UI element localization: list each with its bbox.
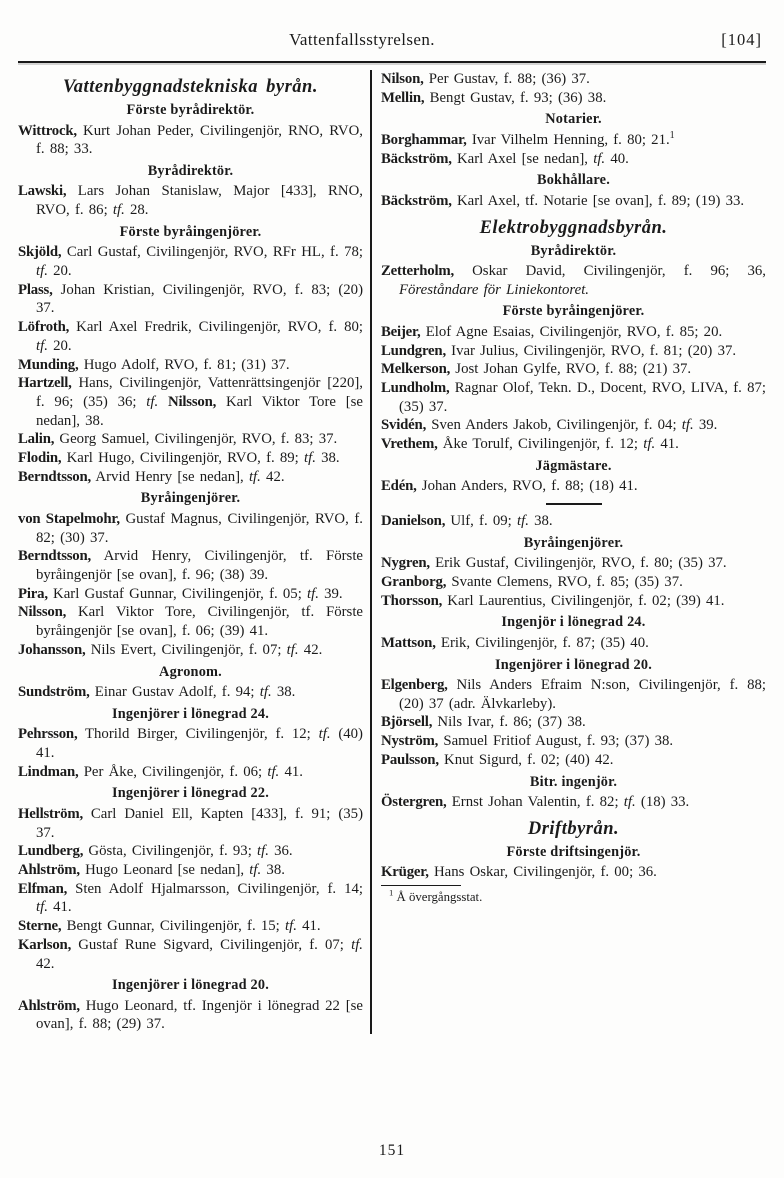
entry-text: Georg Samuel, Civilingenjör, RVO, f. 83; 37. (54, 431, 338, 448)
entry-text: 42. (260, 468, 285, 485)
role-heading: Jägmästare. (535, 457, 612, 474)
surname: Lundgren, (381, 342, 446, 359)
surname: Thorsson, (381, 592, 443, 609)
surname: Krüger, (381, 864, 429, 881)
surname: Granborg, (381, 573, 447, 590)
directory-entry (381, 89, 766, 108)
footnote-rule (381, 885, 461, 886)
surname: Bäckström, (381, 192, 452, 209)
surname: Mellin, (381, 89, 425, 106)
entry-text: tf. (284, 918, 297, 935)
directory-entry (18, 356, 363, 375)
directory-entry (381, 554, 766, 573)
entry-text: Sten Adolf Hjalmarsson, Civilingenjör, f. 14; (67, 880, 363, 897)
entry-text: tf. (593, 150, 606, 167)
directory-entry (18, 842, 363, 861)
entry-text: Erik Gustaf, Civilingenjör, RVO, f. 80; (35) 37. (429, 555, 727, 572)
entry-text: Karl Axel [se nedan], (451, 150, 594, 167)
role-heading: Ingenjörer i lönegrad 22. (112, 785, 269, 802)
directory-entry (381, 732, 766, 751)
surname: Nilsson, (18, 604, 67, 621)
entry-text: Nils Anders Efraim N:son, Civilingenjör, f. 88; (20) 37 (adr. Älvkarleby). (399, 677, 766, 712)
entry-text: tf. (286, 641, 299, 658)
role-heading: Bokhållare. (536, 172, 611, 189)
directory-entry (18, 763, 363, 782)
directory-entry (381, 512, 766, 531)
surname: Skjöld, (18, 244, 62, 261)
directory-entry (381, 793, 766, 812)
entry-text: Carl Daniel Ell, Kapten [433], f. 91; (35) 37. (36, 805, 363, 841)
entry-text: tf. (267, 763, 280, 780)
footnote (381, 889, 766, 905)
directory-entry (18, 318, 363, 355)
directory-entry (18, 603, 363, 640)
entry-text: 20. (47, 337, 72, 354)
directory-entry (381, 342, 766, 361)
surname: Mattson, (381, 634, 436, 651)
two-column-body (18, 70, 766, 1034)
entry-text: tf. (36, 263, 48, 280)
directory-entry (18, 430, 363, 449)
surname: Hartzell, (18, 375, 72, 392)
entry-text: Elof Agne Esaias, Civilingenjör, RVO, f. 85; 20. (420, 323, 723, 340)
entry-text: 38. (528, 513, 553, 530)
entry-text: 41. (296, 918, 321, 935)
entry-text: Å övergångsstat. (393, 889, 483, 904)
entry-text: Karl Viktor Tore, Civilingenjör, tf. Förste byråingenjör [se ovan], f. 06; (39) 41. (36, 604, 363, 640)
entry-text: Ulf, f. 09; (445, 513, 517, 530)
entry-text: 40. (605, 150, 629, 167)
surname: Beijer, (381, 323, 421, 340)
entry-text: Hans, Civilingenjör, Vattenrättsingenjör [220], f. 96; (35) 36; (36, 375, 363, 410)
directory-entry (381, 435, 766, 454)
entry-text: Oskar David, Civilingenjör, f. 96; 36, (454, 263, 766, 280)
entry-text: tf. (318, 726, 331, 743)
entry-text: Ivar Vilhelm Henning, f. 80; 21. (466, 131, 670, 148)
entry-text: Ragnar Olof, Tekn. D., Docent, RVO, LIVA, f. 87; (35) 37. (399, 380, 766, 415)
directory-entry (18, 725, 363, 762)
entry-text: Sven Anders Jakob, Civilingenjör, f. 04; (426, 417, 682, 434)
entry-text: Kurt Johan Peder, Civilingenjör, RNO, RVO, f. 88; 33. (36, 122, 363, 158)
entry-text: 42. (36, 955, 55, 972)
directory-entry (18, 547, 363, 584)
surname: Nilson, (381, 71, 424, 87)
role-heading: Ingenjörer i lönegrad 24. (112, 705, 269, 722)
entry-text: Jost Johan Gylfe, RVO, f. 88; (21) 37. (450, 361, 692, 378)
entry-text: Nils Evert, Civilingenjör, f. 07; (85, 641, 287, 658)
surname: Sundström, (18, 684, 90, 701)
entry-text: Johan Kristian, Civilingenjör, RVO, f. 83; (20) 37. (36, 281, 363, 317)
entry-divider (546, 503, 602, 505)
role-heading: Notarier. (545, 111, 602, 128)
entry-text: (40) 41. (36, 726, 363, 761)
surname: Plass, (18, 281, 53, 298)
directory-entry (381, 592, 766, 611)
directory-entry (18, 281, 363, 318)
entry-text: 28. (124, 202, 149, 219)
entry-text: tf. (681, 417, 694, 434)
entry-text: 38. (315, 450, 340, 467)
entry-text: Gustaf Magnus, Civilingenjör, RVO, f. 82; (30) 37. (36, 510, 363, 546)
surname: Bäckström, (381, 150, 452, 167)
entry-text: Hans Oskar, Civilingenjör, f. 00; 36. (428, 864, 657, 881)
surname: Elgenberg, (381, 677, 448, 694)
entry-text: Karl Axel Fredrik, Civilingenjör, RVO, f. 80; (69, 319, 363, 336)
entry-text: 20. (47, 263, 72, 280)
role-heading: Förste byrådirektör. (126, 102, 255, 118)
entry-text: Samuel Fritiof August, f. 93; (37) 38. (438, 733, 674, 750)
directory-entry (18, 374, 363, 430)
directory-entry (18, 510, 363, 547)
entry-text: tf. (643, 436, 656, 453)
surname: Wittrock, (18, 122, 77, 139)
directory-entry (18, 122, 363, 159)
directory-entry (381, 70, 766, 89)
surname: Hellström, (18, 805, 83, 822)
directory-entry (381, 573, 766, 592)
entry-text: Lars Johan Stanislaw, Major [433], RNO, RVO, f. 86; (36, 183, 363, 219)
entry-text: 39. (693, 417, 718, 434)
entry-text: Hugo Leonard, tf. Ingenjör i lönegrad 22 [se ovan], f. 88; (29) 37. (36, 997, 363, 1033)
directory-entry (381, 676, 766, 713)
entry-text: Erik, Civilingenjör, f. 87; (35) 40. (435, 634, 649, 651)
left-column (18, 70, 370, 1034)
entry-text: Einar Gustav Adolf, f. 94; (89, 684, 260, 701)
entry-text: tf. (249, 862, 262, 878)
entry-text: Bengt Gustav, f. 93; (36) 38. (424, 89, 607, 106)
entry-text: 38. (261, 862, 285, 878)
surname: Elfman, (18, 880, 68, 897)
entry-text: Knut Sigurd, f. 02; (40) 42. (438, 751, 614, 768)
footnote-marker: 1 (669, 129, 675, 141)
entry-text: Bengt Gunnar, Civilingenjör, f. 15; (61, 918, 285, 935)
surname: Vrethem, (381, 436, 438, 453)
directory-entry (18, 936, 363, 973)
bureau-section-title: Driftbyrån. (527, 818, 620, 839)
entry-text: tf. (304, 450, 316, 467)
directory-entry (381, 131, 766, 150)
directory-entry (381, 150, 766, 169)
entry-text: Per Gustav, f. 88; (36) 37. (423, 71, 590, 87)
surname: Sterne, (18, 918, 62, 935)
role-heading: Byrådirektör. (530, 242, 617, 259)
surname: Pehrsson, (18, 726, 78, 743)
entry-text: tf. (36, 337, 48, 354)
role-heading: Ingenjörer i lönegrad 20. (112, 977, 269, 994)
role-heading: Förste driftsingenjör. (506, 843, 641, 860)
footnote-marker: 1 (389, 887, 394, 898)
directory-entry (18, 861, 363, 880)
entry-text: Ernst Johan Valentin, f. 82; (446, 794, 624, 811)
surname: Lindman, (18, 763, 79, 780)
directory-entry (18, 585, 363, 604)
surname: von Stapelmohr, (18, 510, 120, 527)
entry-text: tf. (257, 843, 269, 860)
entry-text: tf. (351, 936, 363, 953)
entry-text: Gustaf Rune Sigvard, Civilingenjör, f. 07; (71, 936, 352, 953)
entry-text: Karl Axel, tf. Notarie [se ovan], f. 89; (19) 33. (451, 192, 745, 209)
entry-text: Karl Gustaf Gunnar, Civilingenjör, f. 05; (47, 585, 307, 602)
role-heading: Byråingenjörer. (140, 490, 241, 507)
role-heading: Byrådirektör. (147, 162, 234, 179)
directory-entry (18, 880, 363, 917)
section-page-ref: [104] (721, 30, 762, 49)
entry-text: Arvid Henry [se nedan], (91, 468, 249, 485)
surname: Lundholm, (381, 380, 450, 397)
directory-entry (381, 477, 766, 496)
entry-text: Johan Anders, RVO, f. 88; (18) 41. (416, 478, 638, 495)
surname: Nygren, (381, 555, 430, 572)
role-heading: Bitr. ingenjör. (529, 773, 618, 790)
surname: Svidén, (381, 417, 427, 434)
surname: Borghammar, (381, 131, 467, 148)
entry-text: Nils Ivar, f. 86; (37) 38. (432, 714, 586, 731)
surname: Löfroth, (18, 319, 70, 336)
entry-text: Arvid Henry, Civilingenjör, tf. Förste byråingenjör [se ovan], f. 96; (38) 39. (36, 548, 363, 584)
directory-entry (381, 863, 766, 882)
directory-entry (18, 805, 363, 842)
directory-entry (381, 751, 766, 770)
entry-text: Karl Laurentius, Civilingenjör, f. 02; (39) 41. (442, 592, 725, 609)
entry-text: tf. (307, 585, 319, 602)
role-heading: Ingenjörer i lönegrad 20. (495, 656, 652, 673)
surname: Berndtsson, (18, 468, 92, 485)
role-heading: Agronom. (159, 663, 222, 680)
directory-entry (381, 416, 766, 435)
surname: Paulsson, (381, 751, 439, 768)
directory-entry (381, 323, 766, 342)
directory-entry (381, 360, 766, 379)
entry-text: 41. (655, 436, 679, 453)
surname: Edén, (381, 478, 417, 495)
surname: Zetterholm, (381, 263, 454, 280)
directory-entry (381, 634, 766, 653)
surname: Lundberg, (18, 843, 84, 860)
entry-text: Karl Viktor Tore [se nedan], 38. (36, 393, 363, 429)
directory-entry (18, 243, 363, 280)
surname: Ahlström, (18, 862, 80, 878)
bureau-section-title: Vattenbyggnadstekniska byrån. (63, 77, 318, 97)
surname: Johansson, (18, 641, 86, 658)
surname: Flodin, (18, 450, 62, 467)
header-rule (18, 61, 766, 63)
page-header (18, 30, 766, 54)
page-number: 151 (378, 1142, 406, 1159)
entry-text: Gösta, Civilingenjör, f. 93; (83, 843, 258, 860)
entry-text: Åke Torulf, Civilingenjör, f. 12; (437, 436, 644, 453)
entry-text: Hugo Adolf, RVO, f. 81; (31) 37. (78, 356, 290, 373)
running-title: Vattenfallsstyrelsen. (289, 30, 435, 49)
bureau-section-title: Elektrobyggnadsbyrån. (479, 217, 668, 238)
directory-entry (18, 468, 363, 487)
entry-text: 42. (298, 641, 323, 658)
directory-entry (18, 182, 363, 219)
entry-text: Föreståndare för Liniekontoret. (399, 281, 589, 298)
surname: Ahlström, (18, 997, 80, 1014)
entry-text: tf. (146, 393, 159, 410)
directory-entry (18, 449, 363, 468)
surname: Nyström, (381, 733, 439, 750)
surname: Nilsson, (168, 393, 217, 410)
surname: Lalin, (18, 431, 55, 448)
surname: Munding, (18, 356, 79, 373)
directory-entry (18, 641, 363, 660)
entry-text: tf. (259, 684, 272, 701)
right-column (372, 70, 766, 1034)
directory-entry (381, 713, 766, 732)
directory-entry (381, 192, 766, 211)
role-heading: Förste byråingenjörer. (119, 223, 262, 240)
entry-text: 41. (47, 899, 72, 916)
surname: Östergren, (381, 794, 447, 811)
role-heading: Byråingenjörer. (523, 534, 624, 551)
directory-entry (18, 917, 363, 936)
surname: Björsell, (381, 714, 433, 731)
surname: Berndtsson, (18, 548, 92, 565)
entry-text: tf. (36, 899, 48, 916)
entry-text: Thorild Birger, Civilingenjör, f. 12; (77, 726, 319, 743)
entry-text: 36. (268, 843, 293, 860)
entry-text: tf. (112, 202, 125, 219)
entry-text: tf. (248, 468, 261, 485)
entry-text: tf. (516, 513, 529, 530)
entry-text: Svante Clemens, RVO, f. 85; (35) 37. (446, 573, 683, 590)
surname: Lawski, (18, 183, 67, 200)
directory-entry (18, 997, 363, 1034)
directory-entry (381, 379, 766, 416)
entry-text: (18) 33. (635, 794, 690, 811)
surname: Pira, (18, 585, 48, 602)
entry-text: Hugo Leonard [se nedan], (79, 862, 250, 878)
directory-entry (381, 262, 766, 299)
entry-text: Ivar Julius, Civilingenjör, RVO, f. 81; (20) 37. (445, 342, 737, 359)
role-heading: Förste byråingenjörer. (502, 303, 645, 320)
entry-text: 39. (318, 585, 343, 602)
entry-text: Per Åke, Civilingenjör, f. 06; (78, 763, 268, 780)
surname: Melkerson, (381, 361, 451, 378)
surname: Danielson, (381, 513, 446, 530)
entry-text: 41. (279, 763, 303, 780)
entry-text: 38. (271, 684, 296, 701)
entry-text: Carl Gustaf, Civilingenjör, RVO, RFr HL, f. 78; (61, 244, 363, 261)
entry-text: Karl Hugo, Civilingenjör, RVO, f. 89; (61, 450, 304, 467)
entry-text: tf. (623, 794, 636, 811)
entry-text (158, 394, 168, 410)
role-heading: Ingenjör i lönegrad 24. (501, 614, 646, 631)
surname: Karlson, (18, 936, 72, 953)
directory-entry (18, 683, 363, 702)
